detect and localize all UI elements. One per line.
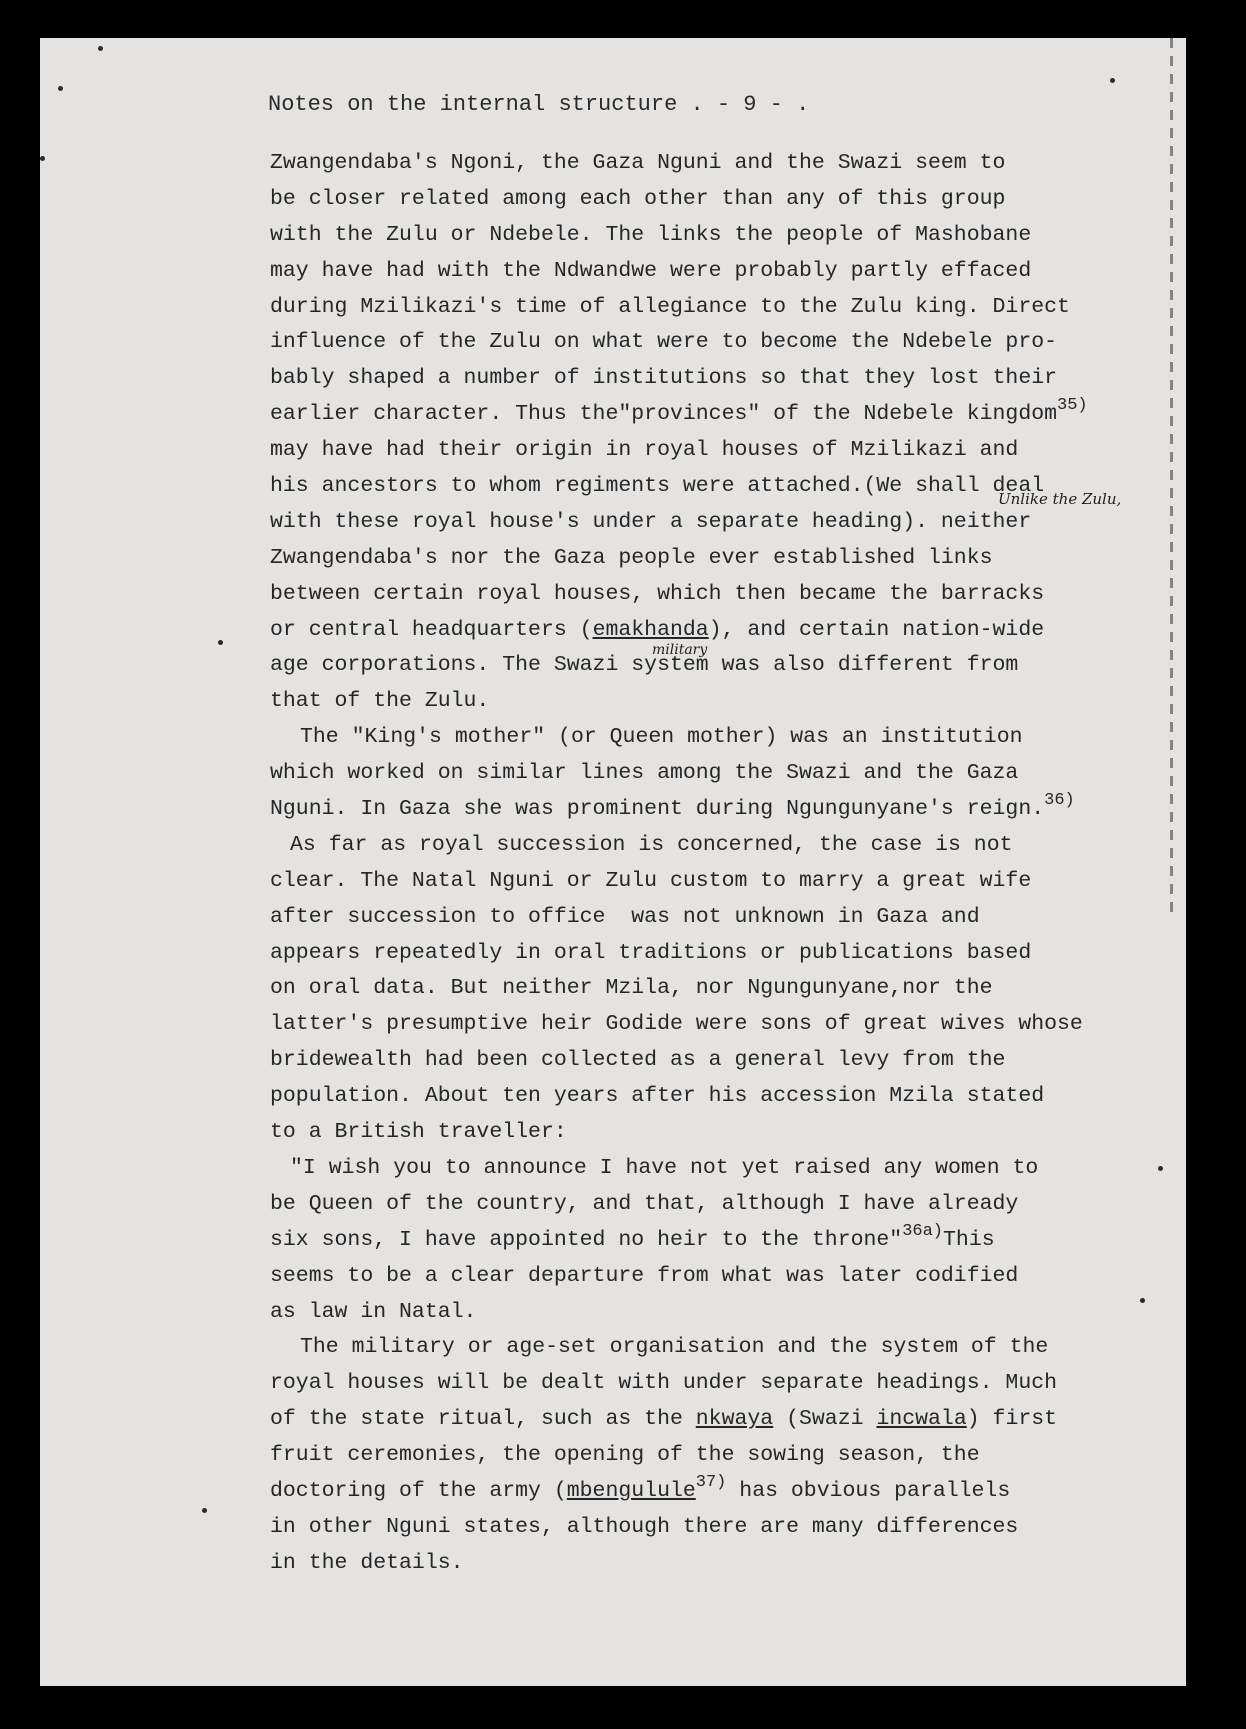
line-text: Nguni. In Gaza she was prominent during Ngungunyane's reign.	[270, 797, 1045, 822]
quote-line	[270, 1223, 1130, 1259]
text-line: population. About ten years after his accession Mzila stated	[270, 1084, 1045, 1109]
text-line: bably shaped a number of institutions so that they lost their	[270, 366, 1058, 391]
line-text: six sons, I have appointed no heir to the throne"	[270, 1227, 903, 1252]
text-line: as law in Natal.	[270, 1299, 477, 1324]
quote-line: be Queen of the country, and that, although I have already	[270, 1191, 1019, 1216]
text-line: royal houses will be dealt with under separate headings. Much	[270, 1371, 1058, 1396]
text-line: may have had their origin in royal houses of Mzilikazi and	[270, 438, 1019, 463]
line-text: ), and certain nation-wide	[708, 617, 1045, 642]
text-line: may have had with the Ndwandwe were probably partly effaced	[270, 258, 1032, 283]
footnote-35: 35)	[1057, 396, 1088, 416]
text-line: influence of the Zulu on what were to become the Ndebele pro-	[270, 330, 1058, 355]
text-line: latter's presumptive heir Godide were sons of great wives whose	[270, 1012, 1083, 1037]
text-line: after succession to office was not unknown in Gaza and	[270, 904, 980, 929]
text-line: with the Zulu or Ndebele. The links the people of Mashobane	[270, 222, 1032, 247]
text-line: on oral data. But neither Mzila, nor Ngungunyane,nor the	[270, 976, 993, 1001]
footnote-36: 36)	[1044, 791, 1075, 811]
speck-mark	[202, 1508, 207, 1513]
line-text: This	[943, 1227, 995, 1252]
nkwaya-term: nkwaya	[695, 1407, 774, 1432]
text-line: which worked on similar lines among the Swazi and the Gaza	[270, 761, 1019, 786]
text-line: age corporations. The Swazi system was also different from	[270, 653, 1019, 678]
speck-mark	[1158, 1166, 1163, 1171]
speck-mark	[218, 640, 223, 645]
speck-mark	[40, 156, 45, 161]
document-page	[40, 38, 1186, 1686]
text-line	[270, 1402, 1130, 1438]
text-line: with these royal house's under a separate heading). neither	[270, 509, 1032, 534]
text-line: fruit ceremonies, the opening of the sowing season, the	[270, 1443, 980, 1468]
incwala-term: incwala	[876, 1407, 967, 1432]
speck-mark	[58, 86, 63, 91]
line-text: doctoring of the army (	[270, 1478, 567, 1503]
handwritten-annotation-military: military	[652, 642, 708, 658]
line-text: earlier character. Thus the"provinces" of the Ndebele kingdom	[270, 402, 1058, 427]
speck-mark	[1110, 78, 1115, 83]
text-line: appears repeatedly in oral traditions or publications based	[270, 940, 1032, 965]
line-text: of the state ritual, such as the	[270, 1407, 696, 1432]
text-line: Zwangendaba's Ngoni, the Gaza Nguni and the Swazi seem to	[270, 151, 1006, 175]
text-line: in the details.	[270, 1550, 464, 1575]
text-line: Zwangendaba's nor the Gaza people ever established links	[270, 545, 993, 570]
text-line	[270, 792, 1130, 828]
text-line	[270, 1474, 1130, 1510]
text-line: The "King's mother" (or Queen mother) was an institution	[300, 725, 1023, 750]
line-text: has obvious parallels	[726, 1478, 1011, 1503]
text-line: seems to be a clear departure from what was later codified	[270, 1263, 1019, 1288]
emakhanda-term: emakhanda	[592, 617, 709, 642]
text-line: during Mzilikazi's time of allegiance to the Zulu king. Direct	[270, 294, 1070, 319]
speck-mark	[1140, 1298, 1145, 1303]
footnote-37: 37)	[695, 1472, 727, 1492]
text-line: As far as royal succession is concerned, the case is not	[290, 832, 1013, 857]
text-line: bridewealth had been collected as a general levy from the	[270, 1048, 1006, 1073]
text-line	[270, 397, 1130, 433]
text-line: his ancestors to whom regiments were attached.(We shall deal	[270, 474, 1045, 499]
text-line: in other Nguni states, although there are many differences	[270, 1514, 1019, 1539]
speck-mark	[98, 46, 103, 51]
page-header: Notes on the internal structure . - 9 - .	[268, 92, 810, 117]
line-text: ) first	[966, 1407, 1058, 1432]
text-line: to a British traveller:	[270, 1120, 567, 1145]
quote-line: "I wish you to announce I have not yet raised any women to	[290, 1155, 1039, 1180]
body-text	[270, 146, 1130, 1582]
text-line: clear. The Natal Nguni or Zulu custom to marry a great wife	[270, 868, 1032, 893]
mbengulule-term: mbengulule	[566, 1478, 696, 1503]
text-line: between certain royal houses, which then became the barracks	[270, 581, 1045, 606]
text-line: be closer related among each other than any of this group	[270, 186, 1006, 211]
handwritten-annotation-unlike-zulu: Unlike the Zulu,	[998, 490, 1122, 508]
text-line: that of the Zulu.	[270, 689, 490, 714]
line-text: or central headquarters (	[270, 617, 593, 642]
line-text: (Swazi	[773, 1407, 877, 1432]
footnote-36a: 36a)	[902, 1221, 944, 1241]
text-line: The military or age-set organisation and the system of the	[300, 1335, 1049, 1360]
binder-margin-line	[1170, 38, 1173, 918]
